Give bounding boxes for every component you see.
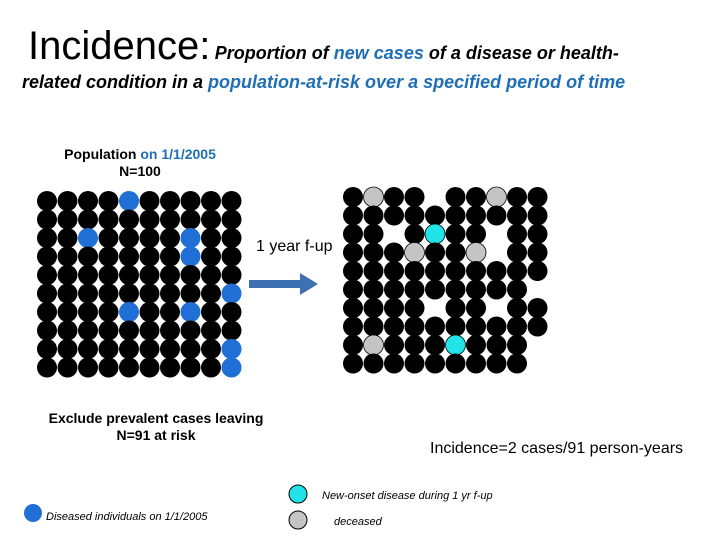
person-dot [37,228,57,248]
person-dot [37,191,57,211]
person-dot [140,339,160,359]
person-dot [528,187,548,207]
person-dot [58,321,78,341]
person-dot [58,210,78,230]
person-dot [446,354,466,374]
person-dot [343,354,363,374]
person-dot [119,247,139,267]
person-dot [364,224,384,244]
person-dot [119,358,139,378]
person-dot [160,358,180,378]
person-dot [343,317,363,337]
person-dot [119,321,139,341]
person-dot [405,187,425,207]
person-dot [507,354,527,374]
person-dot [140,191,160,211]
person-dot [528,261,548,281]
person-dot [140,228,160,248]
person-dot [37,321,57,341]
followup-label: 1 year f-up [256,238,333,255]
person-dot [119,339,139,359]
person-dot [181,210,201,230]
diseased-dot [119,191,139,211]
person-dot [384,280,404,300]
person-dot [58,302,78,322]
person-dot [222,191,242,211]
person-dot [201,191,221,211]
new-onset-dot [425,224,445,244]
person-dot [384,335,404,355]
person-dot [446,224,466,244]
person-dot [384,298,404,318]
person-dot [78,302,98,322]
person-dot [384,243,404,263]
title-def-2a: related condition in a [22,72,209,92]
person-dot [364,280,384,300]
title-def-2d: over a specified period of time [365,72,626,92]
person-dot [37,339,57,359]
person-dot [181,191,201,211]
person-dot [99,321,119,341]
person-dot [119,210,139,230]
person-dot [78,265,98,285]
population-prefix: Population [64,146,141,162]
person-dot [507,224,527,244]
diseased-dot [222,284,242,304]
deceased-dot [364,335,384,355]
person-dot [201,284,221,304]
person-dot [466,354,486,374]
person-dot [78,210,98,230]
person-dot [140,265,160,285]
person-dot [446,317,466,337]
person-dot [425,317,445,337]
person-dot [528,298,548,318]
person-dot [364,243,384,263]
diseased-dot [119,302,139,322]
person-dot [201,210,221,230]
person-dot [343,243,363,263]
person-dot [222,228,242,248]
person-dot [181,321,201,341]
person-dot [405,280,425,300]
person-dot [37,284,57,304]
person-dot [364,206,384,226]
person-dot [58,247,78,267]
person-dot [364,317,384,337]
person-dot [487,261,507,281]
person-dot [446,206,466,226]
person-dot [425,243,445,263]
person-dot [446,298,466,318]
legend-new-onset-marker [289,485,307,503]
person-dot [487,354,507,374]
person-dot [58,339,78,359]
person-dot [405,354,425,374]
diseased-dot [222,339,242,359]
person-dot [58,265,78,285]
population-date: on 1/1/2005 [140,146,216,162]
person-dot [222,302,242,322]
person-dot [78,321,98,341]
person-dot [222,265,242,285]
person-dot [487,335,507,355]
person-dot [425,335,445,355]
person-dot [343,280,363,300]
person-dot [343,224,363,244]
title-def-1b: new cases [333,43,424,63]
person-dot [181,339,201,359]
person-dot [99,358,119,378]
title-def-2b: population-at-risk [208,72,361,92]
person-dot [160,247,180,267]
title-def-1a: Proportion of [214,43,334,63]
person-dot [528,317,548,337]
person-dot [466,206,486,226]
person-dot [181,265,201,285]
person-dot [99,265,119,285]
person-dot [364,261,384,281]
person-dot [466,317,486,337]
person-dot [466,261,486,281]
person-dot [446,280,466,300]
diseased-dot [78,228,98,248]
person-dot [405,317,425,337]
person-dot [78,339,98,359]
person-dot [160,210,180,230]
legend-new-onset-text: New-onset disease during 1 yr f-up [322,490,493,502]
person-dot [160,265,180,285]
exclude-label: Exclude prevalent cases leaving N=91 at risk [48,410,264,443]
person-dot [99,247,119,267]
person-dot [528,224,548,244]
grid-after [343,187,548,374]
person-dot [160,191,180,211]
person-dot [446,243,466,263]
person-dot [528,206,548,226]
person-dot [78,191,98,211]
person-dot [507,243,527,263]
person-dot [507,187,527,207]
person-dot [99,191,119,211]
person-dot [140,358,160,378]
person-dot [160,339,180,359]
person-dot [222,321,242,341]
person-dot [405,261,425,281]
person-dot [507,206,527,226]
person-dot [487,280,507,300]
person-dot [37,265,57,285]
person-dot [343,335,363,355]
diseased-dot [181,228,201,248]
followup-arrow [249,273,318,295]
person-dot [140,321,160,341]
person-dot [99,284,119,304]
person-dot [405,335,425,355]
deceased-dot [487,187,507,207]
person-dot [201,339,221,359]
person-dot [528,243,548,263]
person-dot [425,206,445,226]
population-n: N=100 [119,163,161,179]
person-dot [507,317,527,337]
person-dot [466,280,486,300]
person-dot [343,206,363,226]
person-dot [58,191,78,211]
person-dot [58,358,78,378]
person-dot [99,210,119,230]
person-dot [405,298,425,318]
person-dot [364,354,384,374]
grid-before [37,191,242,378]
person-dot [78,247,98,267]
title-main: Incidence: [28,24,211,68]
person-dot [384,187,404,207]
person-dot [140,247,160,267]
person-dot [507,298,527,318]
person-dot [425,261,445,281]
person-dot [58,284,78,304]
person-dot [37,358,57,378]
person-dot [160,302,180,322]
person-dot [343,187,363,207]
deceased-dot [466,243,486,263]
person-dot [201,228,221,248]
person-dot [507,261,527,281]
legend-diseased-text: Diseased individuals on 1/1/2005 [46,511,208,523]
person-dot [140,210,160,230]
person-dot [58,228,78,248]
person-dot [384,261,404,281]
person-dot [37,210,57,230]
person-dot [140,284,160,304]
person-dot [487,317,507,337]
person-dot [78,284,98,304]
person-dot [119,284,139,304]
person-dot [222,247,242,267]
legend-deceased-text: deceased [334,516,382,528]
person-dot [99,228,119,248]
person-dot [160,228,180,248]
person-dot [222,210,242,230]
person-dot [446,261,466,281]
person-dot [425,354,445,374]
person-dot [140,302,160,322]
person-dot [405,206,425,226]
person-dot [37,247,57,267]
person-dot [487,206,507,226]
person-dot [384,354,404,374]
person-dot [466,335,486,355]
person-dot [425,280,445,300]
diseased-dot [181,247,201,267]
deceased-dot [364,187,384,207]
title-def-1c: of a disease or health- [423,43,619,63]
person-dot [507,335,527,355]
person-dot [201,358,221,378]
person-dot [507,280,527,300]
person-dot [99,339,119,359]
person-dot [446,187,466,207]
person-dot [201,302,221,322]
person-dot [384,317,404,337]
person-dot [201,247,221,267]
diseased-dot [181,302,201,322]
diseased-dot [222,358,242,378]
person-dot [384,206,404,226]
person-dot [201,321,221,341]
person-dot [160,284,180,304]
person-dot [466,187,486,207]
legend-deceased-marker [289,511,307,529]
person-dot [466,224,486,244]
person-dot [78,358,98,378]
person-dot [119,265,139,285]
person-dot [201,265,221,285]
person-dot [343,261,363,281]
legend-diseased-marker [24,504,42,522]
person-dot [37,302,57,322]
person-dot [364,298,384,318]
person-dot [343,298,363,318]
new-onset-dot [446,335,466,355]
deceased-dot [405,243,425,263]
person-dot [466,298,486,318]
person-dot [405,224,425,244]
person-dot [119,228,139,248]
person-dot [181,358,201,378]
incidence-label: Incidence=2 cases/91 person-years [430,440,684,457]
person-dot [160,321,180,341]
person-dot [181,284,201,304]
person-dot [99,302,119,322]
